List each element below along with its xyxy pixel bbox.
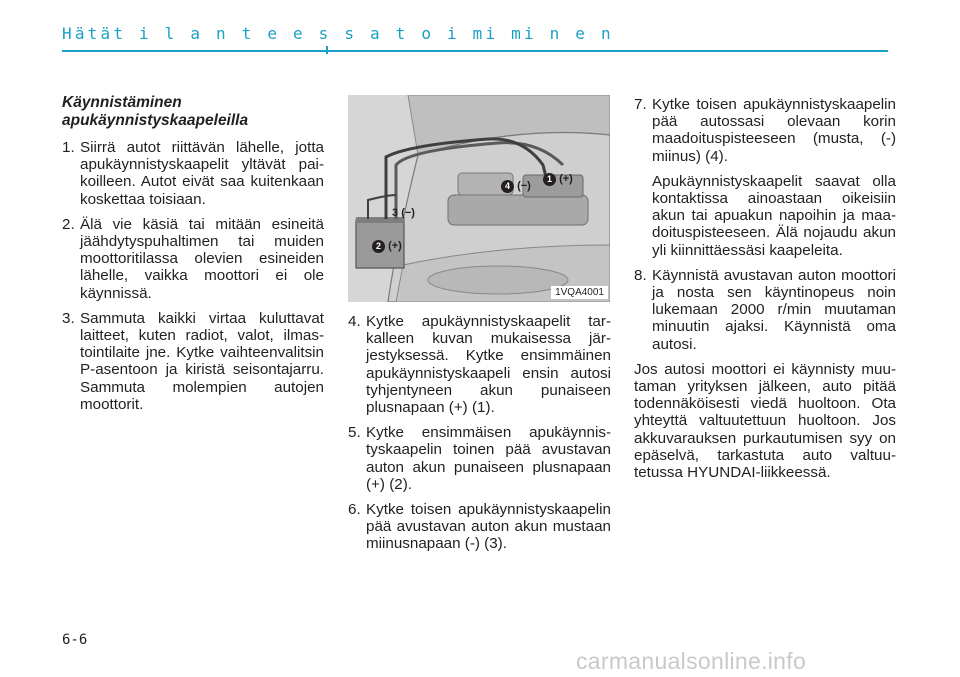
watermark: carmanualsonline.info (576, 648, 807, 674)
list-item-text: Siirrä autot riittävän lähelle, jotta apukäynnistyskaapelit yltävät paikoilleen. Autot eivät saa kuitenkaan koskettaa toisiaan. (80, 139, 324, 208)
section-title-line1: Käynnistäminen (62, 94, 182, 111)
list-item (62, 310, 324, 413)
callout-2-number: 2 (372, 240, 385, 253)
callout-4-polarity: (−) (517, 180, 531, 192)
closing-paragraph: Jos autosi moottori ei käynnisty muutaman yrityksen jälkeen, auto pitää todennäköisesti viedä huoltoon. Ota yhteyttä valtuutettuun huoltoon. Jos akkuvarauksen purkautumisen syy on epäselvä, tarkastuta auto valtuutetussa HYUNDAI-liikkeessä. (634, 360, 896, 482)
header-rule (62, 50, 888, 52)
list-item (348, 313, 611, 416)
list-item-number: 5. (348, 424, 361, 442)
list-item-note: Apukäynnistyskaapelit saavat olla kontaktissa ainoastaan oikeisiin akun tai apuakun napoihin ja maadoituspisteeseen. Älä nojaudu akun yli kiinnittäessäsi kaapeleita. (652, 172, 896, 259)
callout-2-polarity: (+) (388, 240, 402, 252)
list-item-number: 8. (634, 266, 647, 284)
callout-3-polarity: (−) (401, 207, 415, 219)
list-item-text: Kytke apukäynnistyskaapelit tarkalleen kuvan mukaisessa järjestyksessä. Kytke ensimmäinen apukäynnistyskaapeli ensin autosi tyhjentyneen akun punaiseen plusnapaan (+) (1). (366, 313, 611, 417)
section-title-line2: apukäynnistyskaapeleilla (62, 111, 249, 129)
list-item-number: 4. (348, 313, 361, 330)
list-item-number: 2. (62, 215, 75, 233)
chapter-title: Hätät i l a n t e e s s a t o i mi mi n e n (62, 24, 614, 43)
callout-3 (392, 207, 415, 219)
list-item (634, 96, 896, 165)
list-item-text: Käynnistä avustavan auton moottori ja nosta sen käyntinopeus noin lukemaan 2000 r/min muutaman minuutin ajaksi. Käynnistä oma autosi. (652, 266, 896, 353)
callout-1-number: 1 (543, 173, 556, 186)
callout-3-number: 3 (392, 207, 399, 219)
column-middle (348, 313, 611, 561)
section-title (62, 94, 324, 129)
header-rule-tick (326, 46, 328, 54)
callout-4 (501, 180, 531, 193)
list-item-text: Sammuta kaikki virtaa kuluttavat laitteet, kuten radiot, valot, ilmastointilaite jne. Kytke vaihteenvalitsin P-asentoon ja kiristä seisontajarru. Sammuta molempien autojen moottorit. (80, 309, 324, 413)
jump-start-illustration (348, 95, 610, 302)
callout-1 (543, 173, 573, 186)
list-item-number: 1. (62, 139, 75, 156)
column-right (634, 96, 896, 481)
callout-2 (372, 240, 402, 253)
page-number: 6-6 (62, 632, 88, 648)
list-item-text: Älä vie käsiä tai mitään esineitä jäähdytyspuhaltimen tai muiden moottoritilassa olevien esineiden lähelle, vaikka moottori ei ole käynnissä. (80, 215, 324, 302)
list-item-text: Kytke toisen apukäynnistyskaapelin pää avustavan auton akun mustaan miinusnapaan (-) (3). (366, 501, 611, 553)
callout-1-polarity: (+) (559, 173, 573, 185)
list-item (348, 501, 611, 553)
list-item-number: 6. (348, 501, 361, 519)
column-left (62, 94, 324, 421)
list-item (62, 139, 324, 208)
list-item (634, 267, 896, 353)
figure-code: 1VQA4001 (551, 286, 608, 299)
list-item-text: Kytke toisen apukäynnistyskaapelin pää autossasi olevaan korin maadoituspisteeseen (musta, (-) miinus) (4). (652, 96, 896, 165)
list-item (348, 424, 611, 493)
callout-4-number: 4 (501, 180, 514, 193)
list-item-number: 7. (634, 96, 647, 113)
list-item-text: Kytke ensimmäisen apukäynnistyskaapelin toinen pää avustavan auton akun punaiseen plusnapaan (+) (2). (366, 424, 611, 493)
list-item-number: 3. (62, 309, 75, 327)
engine-bay-drawing (348, 95, 610, 302)
list-item (62, 216, 324, 302)
